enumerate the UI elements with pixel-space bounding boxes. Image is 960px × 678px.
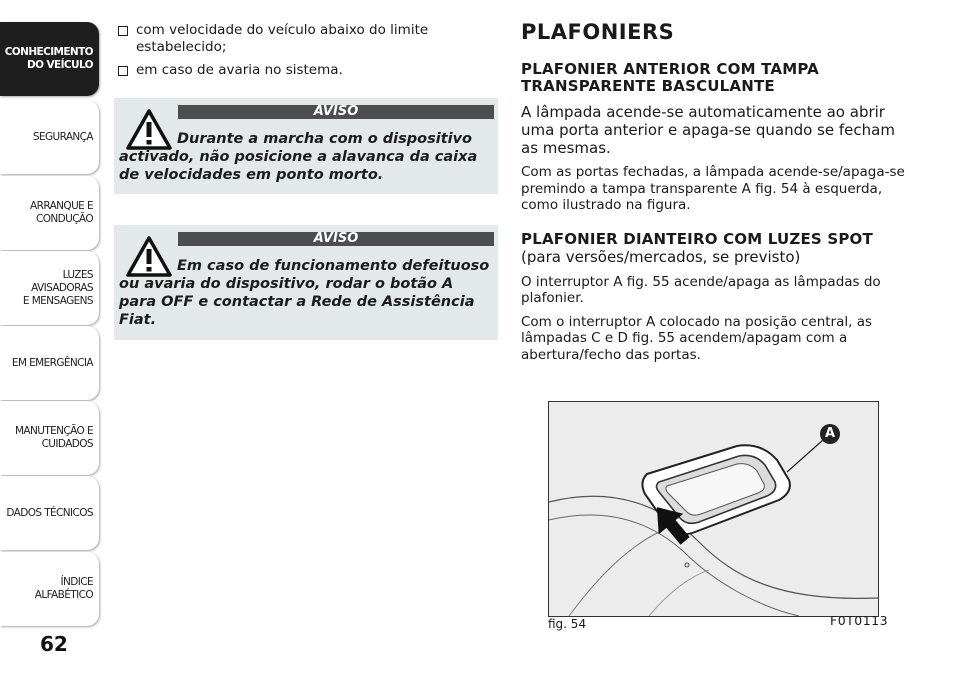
figure-label-a: A: [824, 426, 836, 441]
paragraph: A lâmpada acende-se automaticamente ao abrir uma porta anterior e apaga-se quando se fecham as mesmas.: [521, 103, 895, 157]
tab-label: EM EMERGÊNCIA: [11, 356, 93, 369]
tab-seguranca[interactable]: [0, 100, 99, 174]
tab-em-emergencia[interactable]: [0, 326, 99, 400]
section-subheading: (para versões/mercados, se previsto): [521, 247, 801, 266]
tab-arranque-e-conducao[interactable]: [0, 176, 99, 250]
tab-luzes-avisadoras[interactable]: [0, 251, 99, 325]
checkbox-bullet-icon: [118, 66, 128, 76]
warning-box: [114, 225, 498, 340]
section-heading: PLAFONIER DIANTEIRO COM LUZES SPOT: [521, 229, 873, 248]
page-title: PLAFONIERS: [521, 20, 675, 44]
tab-label: CONHECIMENTO DO VEÍCULO: [4, 46, 93, 71]
list-item-text: com velocidade do veículo abaixo do limite estabelecido;: [136, 22, 429, 55]
warning-title: AVISO: [178, 105, 494, 119]
tab-indice-alfabetico[interactable]: [0, 552, 99, 626]
paragraph: Com o interruptor A colocado na posição central, as lâmpadas C e D fig. 55 acendem/apagam com a abertura/fecho das portas.: [521, 313, 873, 363]
paragraph: Com as portas fechadas, a lâmpada acende-se/apaga-se premindo a tampa transparente A fig. 54 à esquerda, como ilustrado na figura.: [521, 164, 905, 213]
tab-label: MANUTENÇÃO E CUIDADOS: [14, 425, 93, 450]
tab-conhecimento-do-veiculo[interactable]: [0, 22, 99, 96]
page-number: 62: [40, 632, 68, 656]
checkbox-bullet-icon: [118, 26, 128, 36]
list-item-text: em caso de avaria no sistema.: [136, 62, 343, 78]
tab-label: ARRANQUE E CONDUÇÃO: [30, 200, 93, 225]
warning-box: [114, 98, 498, 194]
tab-label: DADOS TÉCNICOS: [6, 506, 93, 519]
content-column: [521, 20, 921, 363]
list-item: [118, 22, 478, 56]
bullet-list: [118, 22, 478, 85]
paragraph: O interruptor A fig. 55 acende/apaga as lâmpadas do plafonier.: [521, 273, 881, 306]
warning-title: AVISO: [178, 232, 494, 246]
figure-caption: fig. 54: [548, 617, 587, 631]
list-item: [118, 62, 478, 79]
tab-label: LUZES AVISADORAS E MENSAGENS: [22, 268, 93, 307]
figure-code: F0T0113: [830, 613, 889, 628]
tab-label: ÍNDICE ALFABÉTICO: [34, 576, 93, 601]
section-heading: PLAFONIER ANTERIOR COM TAMPA TRANSPARENTE BASCULANTE: [521, 60, 819, 95]
tab-manutencao-e-cuidados[interactable]: [0, 401, 99, 475]
tab-dados-tecnicos[interactable]: [0, 476, 99, 550]
tab-label: SEGURANÇA: [32, 130, 93, 143]
figure-plafonier-illustration: [548, 401, 879, 617]
warning-text: Durante a marcha com o dispositivo activado, não posicione a alavanca da caixa de velocidades em ponto morto.: [119, 131, 478, 183]
warning-text: Em caso de funcionamento defeituoso ou avaria do dispositivo, rodar o botão A para OFF e contactar a Rede de Assistência Fiat.: [119, 258, 490, 328]
